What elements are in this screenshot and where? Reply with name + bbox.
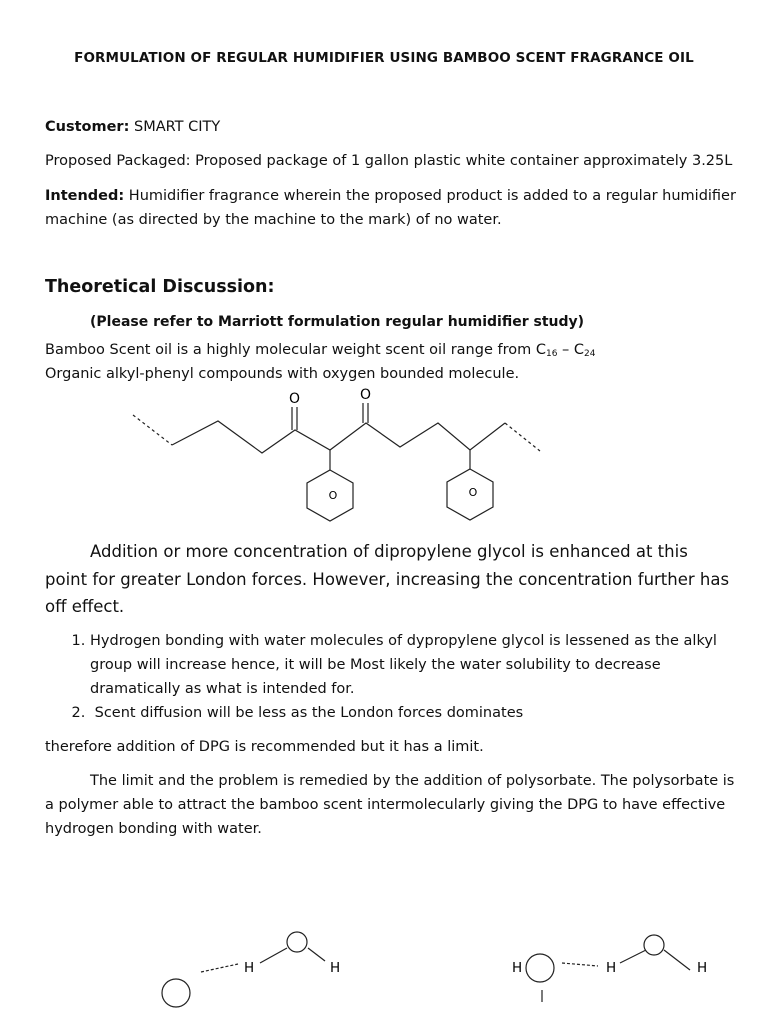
hydrogen-atom: H — [512, 960, 523, 976]
addition-line-3: off effect. — [45, 597, 125, 616]
hydrogen-atom: H — [606, 960, 617, 976]
hydrogen-atom: H — [330, 960, 341, 976]
hydrogen-bond-dash — [201, 964, 238, 972]
limit-line-3: hydrogen bonding with water. — [45, 821, 262, 837]
oxygen-atom-2: O — [359, 387, 372, 403]
molecule-diagram — [0, 385, 768, 530]
intended-line — [45, 184, 736, 208]
effects-list — [45, 629, 730, 725]
addition-line-2: point for greater London forces. However, increasing the concentration further has — [45, 569, 730, 589]
packaged-line: Proposed Packaged: Proposed package of 1 gallon plastic white container approximately 3.25L — [45, 153, 733, 169]
limit-paragraph — [45, 769, 735, 841]
customer-line — [45, 115, 220, 139]
compound-line: Organic alkyl-phenyl compounds with oxygen bounded molecule. — [45, 366, 520, 382]
hydrogen-bond-dash — [562, 963, 598, 966]
reference-note: (Please refer to Marriott formulation regular humidifier study) — [90, 314, 585, 330]
customer-value: SMART CITY — [129, 119, 221, 135]
water-oxygen — [644, 935, 664, 955]
dashed-bond-right — [505, 423, 540, 451]
oxygen-circle — [526, 954, 554, 982]
oxygen-atom-1: O — [288, 391, 301, 407]
ring-label-2: O — [468, 486, 478, 499]
oh-bond — [664, 950, 690, 970]
customer-label: Customer: — [45, 119, 130, 135]
intended-text-2: machine (as directed by the machine to the mark) of no water. — [45, 212, 502, 228]
water-oxygen — [287, 932, 307, 952]
oh-bond — [308, 948, 325, 961]
limit-line-2: a polymer able to attract the bamboo scent intermolecularly giving the DPG to have effective — [45, 797, 726, 813]
scent-sub-24: 24 — [584, 349, 596, 359]
document-title: FORMULATION OF REGULAR HUMIDIFIER USING BAMBOO SCENT FRAGRANCE OIL — [74, 50, 694, 66]
ring-label-1: O — [328, 489, 338, 502]
oxygen-circle — [162, 979, 190, 1007]
intended-text-1: Humidifier fragrance wherein the proposed product is added to a regular humidifier — [124, 188, 736, 204]
section-heading: Theoretical Discussion: — [45, 277, 275, 297]
scent-dash: – C — [557, 342, 585, 358]
list-item: 2. Scent diffusion will be less as the London forces dominates — [90, 701, 730, 725]
limit-line-1: The limit and the problem is remedied by the addition of polysorbate. The polysorbate is — [90, 773, 735, 789]
therefore-line: therefore addition of DPG is recommended but it has a limit. — [45, 739, 484, 755]
hydrogen-bond-diagram — [0, 920, 768, 1024]
hydrogen-atom: H — [697, 960, 708, 976]
addition-line-1: Addition or more concentration of dipropylene glycol is enhanced at this — [90, 542, 688, 561]
oh-bond — [260, 948, 287, 963]
addition-paragraph — [45, 538, 735, 621]
list-item: 1. Hydrogen bonding with water molecules of dypropylene glycol is lessened as the alkyl group will increase hence, it will be Most likely the water solubility to decrease dramatically as what is intended for. — [90, 629, 730, 701]
scent-sub-16: 16 — [545, 349, 558, 359]
dashed-bond-left — [133, 415, 172, 445]
intended-label: Intended: — [45, 188, 125, 204]
alkyl-chain — [172, 421, 505, 453]
oh-bond — [620, 950, 646, 963]
hydrogen-atom: H — [244, 960, 255, 976]
scent-text: Bamboo Scent oil is a highly molecular weight scent oil range from C — [45, 342, 546, 358]
